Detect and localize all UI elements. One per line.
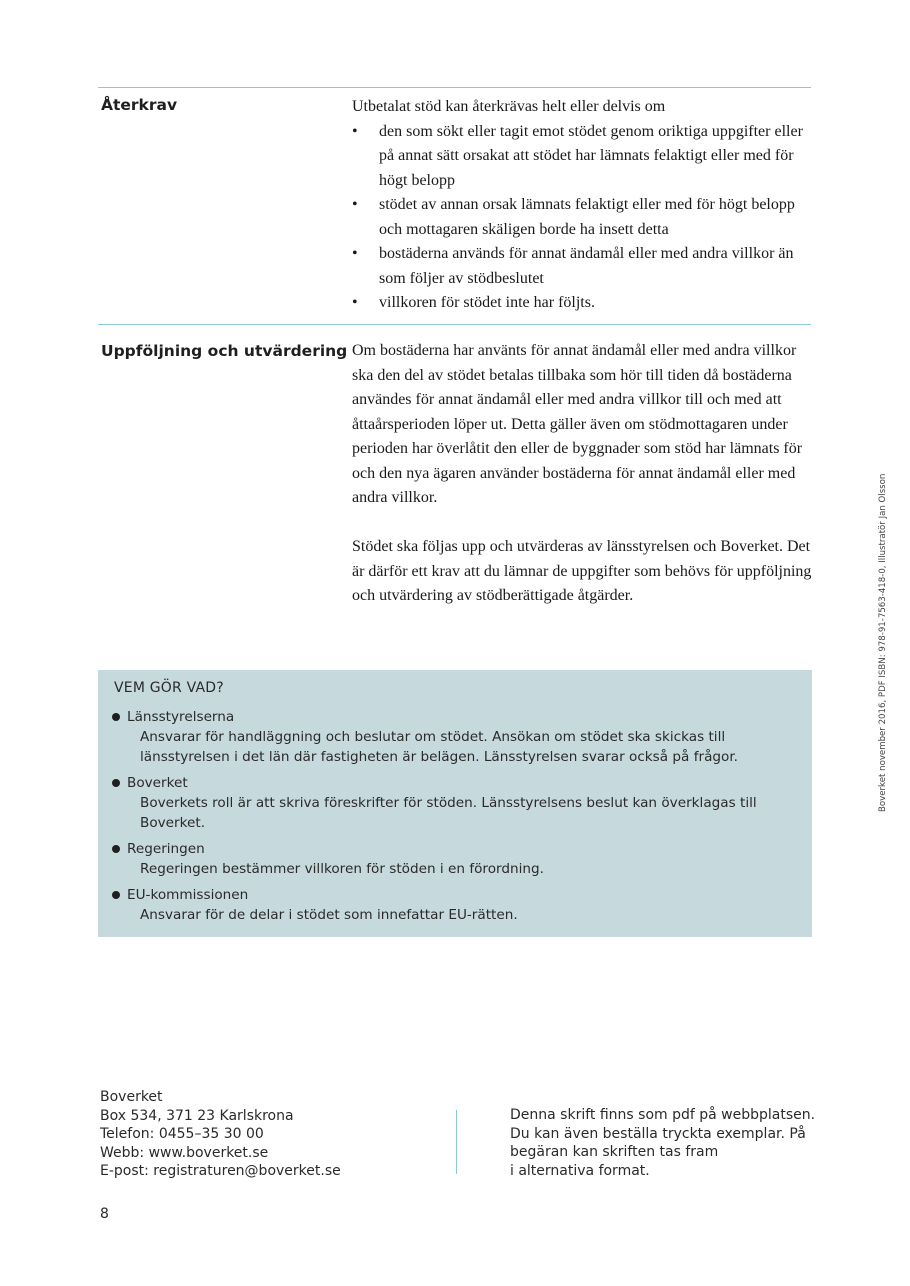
- list-item: [352, 193, 812, 242]
- footer-phone: Telefon: 0455–35 30 00: [100, 1126, 264, 1142]
- actor-name: Regeringen: [127, 841, 205, 857]
- bullet-text: den som sökt eller tagit emot stödet genom oriktiga uppgifter eller på annat sätt orsakat att stödet har lämnats felaktigt eller med för högt belopp: [379, 122, 803, 189]
- section-title-aterkrav: Återkrav: [101, 96, 178, 114]
- list-item: [112, 773, 792, 833]
- bullet-icon: [112, 845, 120, 853]
- footer-availability-line: Denna skrift finns som pdf på webbplatsen.: [510, 1107, 816, 1123]
- bullet-icon: [112, 713, 120, 721]
- actor-name: Länsstyrelserna: [127, 709, 235, 725]
- footer-email: E-post: registraturen@boverket.se: [100, 1163, 341, 1179]
- bullet-icon: •: [352, 122, 358, 140]
- section-divider-top: [98, 87, 811, 88]
- actor-description: Boverkets roll är att skriva föreskrifter för stöden. Länsstyrelsens beslut kan överklagas till Boverket.: [140, 795, 757, 831]
- actor-description: Ansvarar för de delar i stödet som innefattar EU-rätten.: [140, 907, 518, 923]
- list-item: [352, 120, 812, 194]
- info-box-list: [112, 707, 792, 931]
- bullet-icon: •: [352, 294, 358, 311]
- footer-availability-line: begäran kan skriften tas fram: [510, 1144, 719, 1160]
- footer-address: Box 534, 371 23 Karlskrona: [100, 1107, 294, 1124]
- bullet-text: villkoren för stödet inte har följts.: [379, 294, 595, 311]
- info-box-heading: VEM GÖR VAD?: [114, 680, 224, 696]
- list-item: [112, 707, 792, 767]
- list-item: [112, 839, 792, 879]
- footer-availability-line: i alternativa format.: [510, 1162, 650, 1179]
- actor-name: EU-kommissionen: [127, 887, 249, 903]
- bullet-icon: •: [352, 245, 358, 262]
- section-title-uppfoljning: Uppföljning och utvärdering: [101, 342, 348, 360]
- footer-web: Webb: www.boverket.se: [100, 1144, 269, 1161]
- actor-description: Ansvarar för handläggning och beslutar om stödet. Ansökan om stödet ska skickas till länsstyrelsen i det län där fastigheten är belägen. Länsstyrelsen svarar också på frågor.: [140, 729, 739, 765]
- list-item: [352, 291, 812, 316]
- publication-info-vertical: Boverket november 2016, PDF ISBN: 978-91-7563-418-0, Illustratör Jan Olsson: [878, 473, 888, 812]
- uppfoljning-paragraph-2: Stödet ska följas upp och utvärderas av länsstyrelsen och Boverket. Det är därför ett krav att du lämnar de uppgifter som behövs för uppföljning och utvärdering av stödberättigade åtgärder.: [352, 538, 812, 604]
- list-item: [112, 885, 792, 925]
- footer-divider: [456, 1110, 457, 1174]
- uppfoljning-paragraph-1: Om bostäderna har använts för annat ändamål eller med andra villkor ska den del av stödet betalas tillbaka som hör till tiden då bostäderna användes för annat ändamål eller med andra villkor till och med att åttaårsperioden löper ut. Detta gäller även om stödmottagaren under perioden har överlåtit den eller de byggnader som stöd har lämnats för och den nya ägaren använder bostäderna för annat ändamål eller med andra villkor.: [352, 342, 803, 506]
- footer-contact: [100, 1088, 341, 1181]
- aterkrav-intro: Utbetalat stöd kan återkrävas helt eller delvis om: [352, 98, 666, 115]
- aterkrav-bullet-list: [352, 120, 812, 316]
- bullet-icon: •: [352, 196, 358, 213]
- bullet-icon: [112, 891, 120, 899]
- actor-name: Boverket: [127, 775, 188, 791]
- bullet-text: bostäderna används för annat ändamål eller med andra villkor än som följer av stödbeslutet: [379, 245, 794, 287]
- footer-org: Boverket: [100, 1089, 163, 1105]
- info-box: [98, 670, 812, 937]
- page-number: 8: [100, 1206, 109, 1222]
- footer-availability: [510, 1106, 815, 1180]
- actor-description: Regeringen bestämmer villkoren för stöden i en förordning.: [140, 861, 544, 877]
- bullet-icon: [112, 779, 120, 787]
- bullet-text: stödet av annan orsak lämnats felaktigt eller med för högt belopp och mottagaren skäligen borde ha insett detta: [379, 196, 795, 238]
- footer-availability-line: Du kan även beställa tryckta exemplar. På: [510, 1125, 806, 1142]
- section-divider: [98, 324, 811, 325]
- list-item: [352, 242, 812, 291]
